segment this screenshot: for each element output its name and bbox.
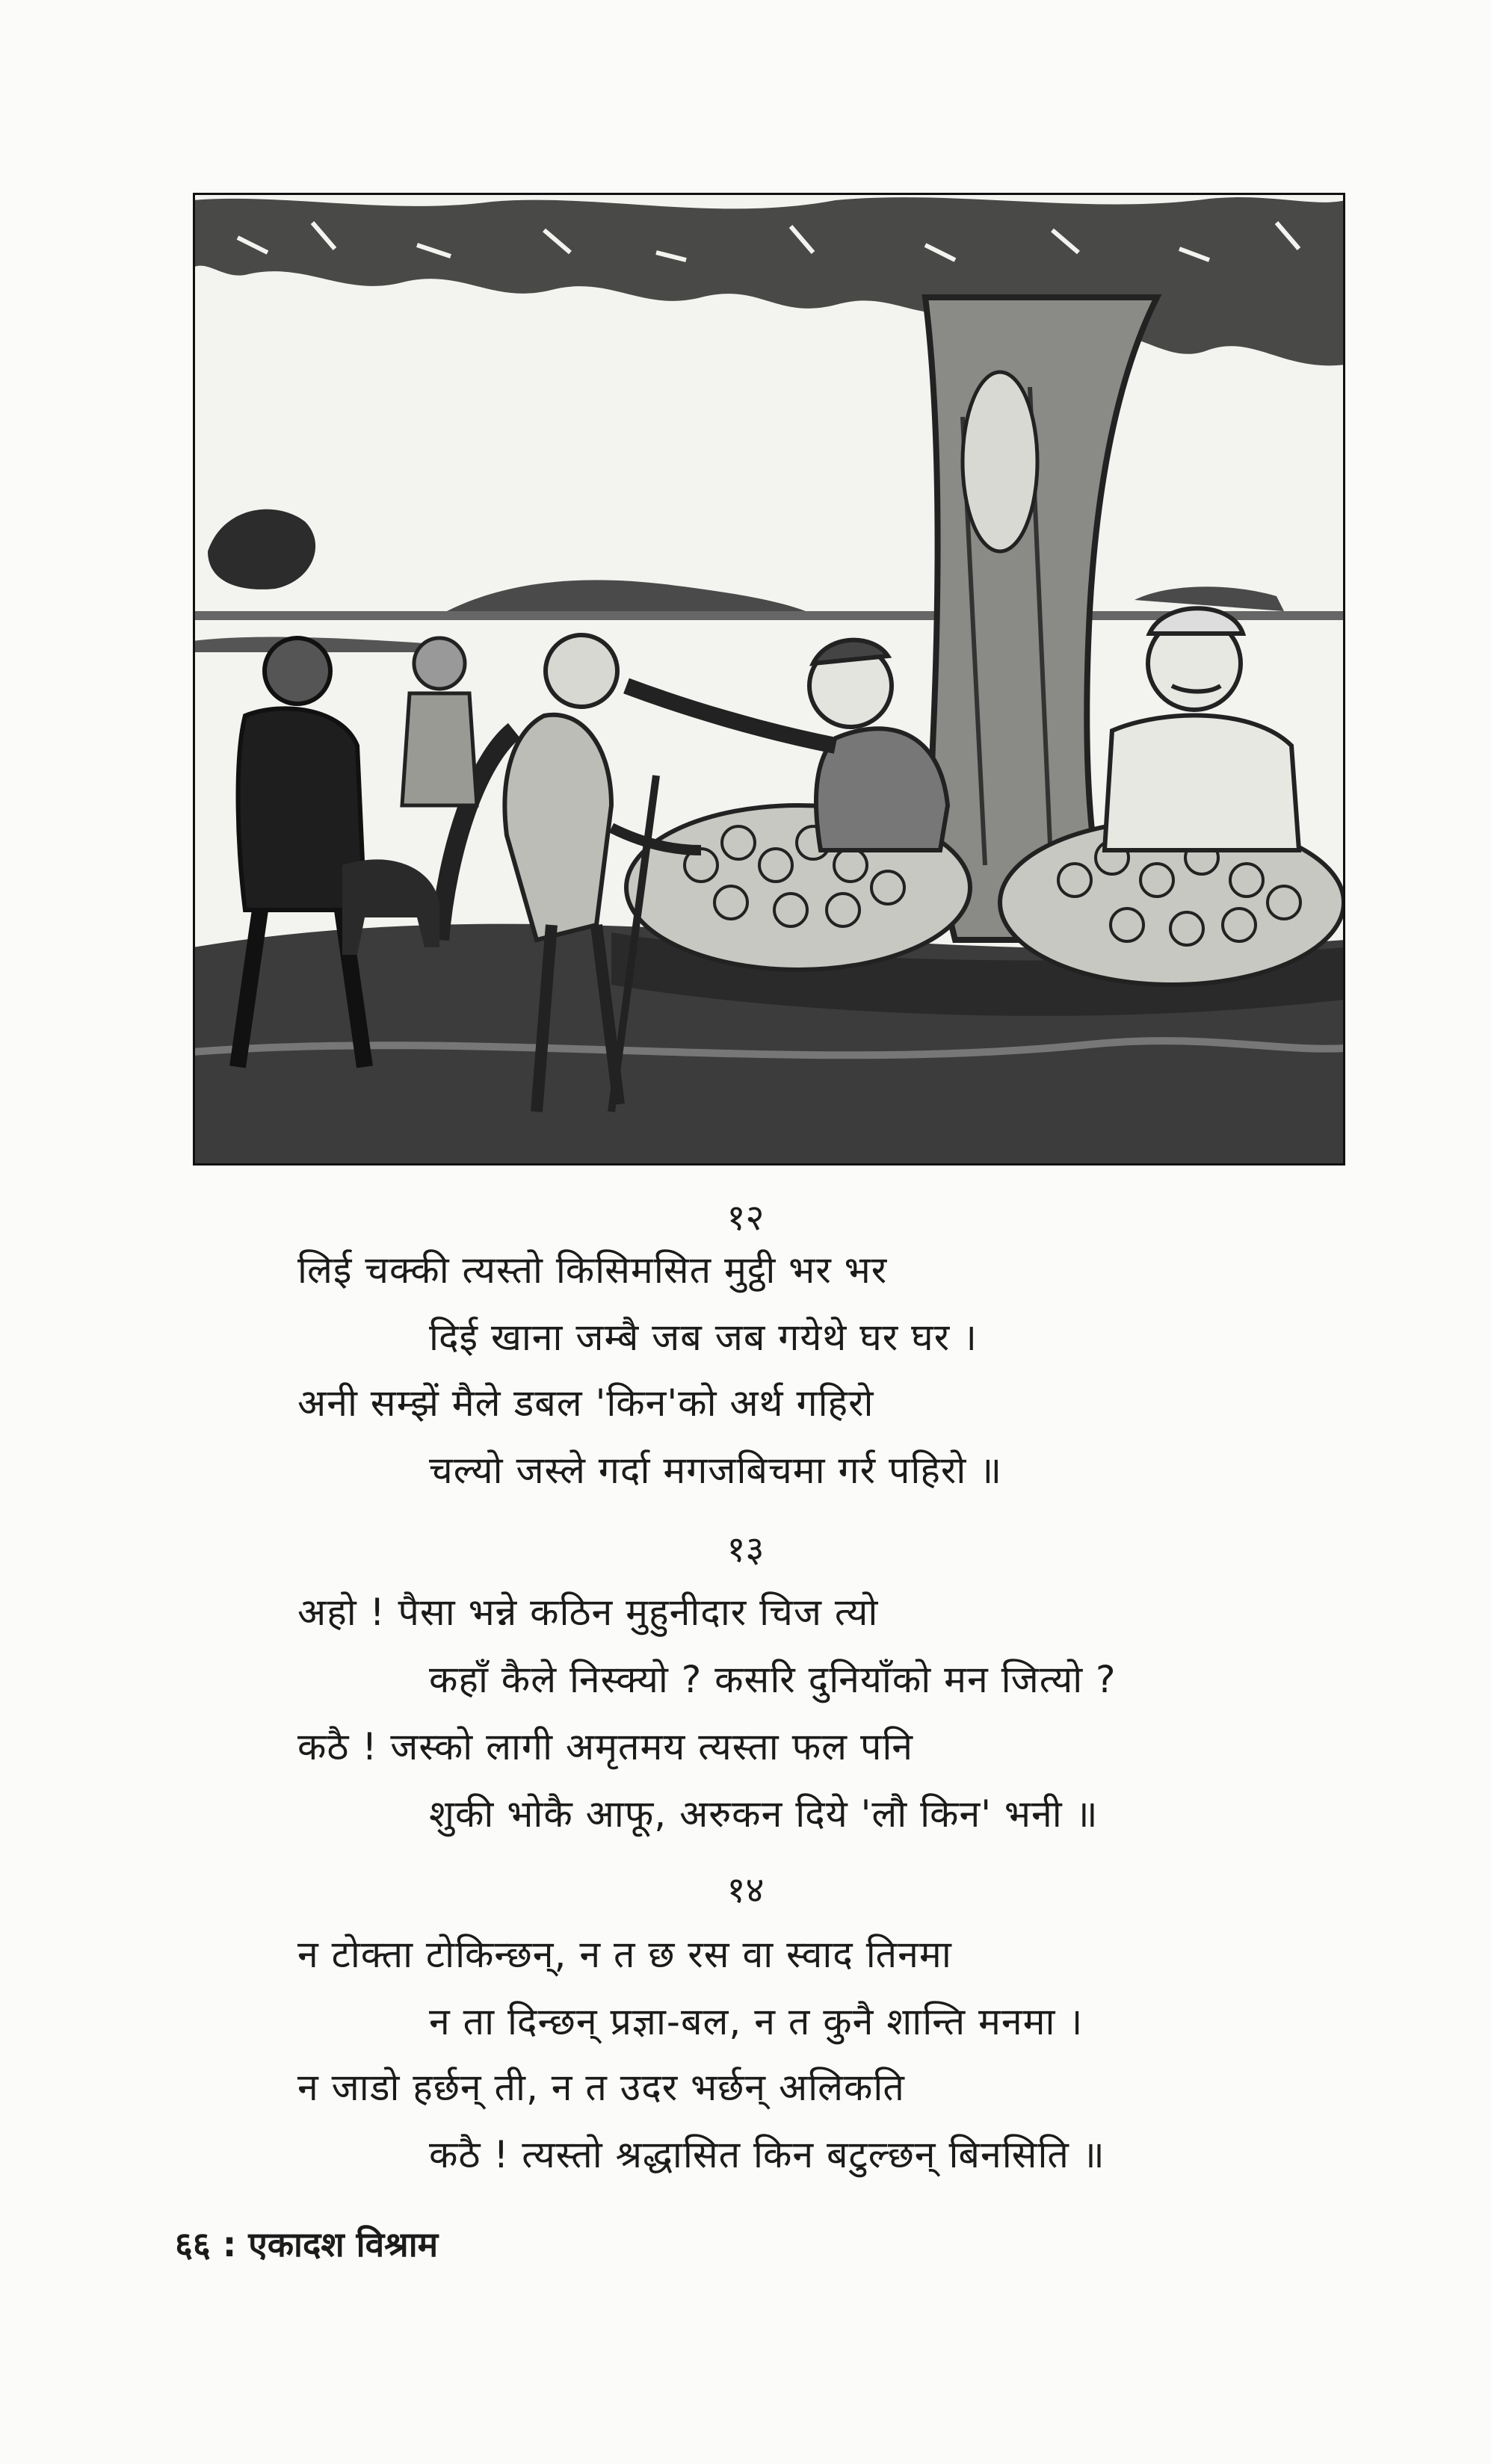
stanza-number: १४ xyxy=(726,1869,765,1911)
verse-line: अहो ! पैसा भन्ने कठिन मुहुनीदार चिज त्यो xyxy=(297,1591,879,1634)
illustration-svg xyxy=(193,193,1345,1166)
verse-line: दिई खाना जम्बै जब जब गयेथे घर घर । xyxy=(429,1316,978,1359)
verse-line: शुकी भोकै आफू, अरुकन दिये 'लौ किन' भनी ॥ xyxy=(429,1792,1099,1836)
verse-line: न ता दिन्छन् प्रज्ञा-बल, न त कुनै शान्ति मनमा । xyxy=(429,2000,1084,2043)
verse-line: कठै ! जस्को लागी अमृतमय त्यस्ता फल पनि xyxy=(297,1725,914,1768)
verse-line: कठै ! त्यस्तो श्रद्धासित किन बटुल्छन् बिनसिति ॥ xyxy=(429,2133,1105,2176)
stanza-number: १२ xyxy=(726,1197,765,1239)
page-footer: ६६ : एकादश विश्राम xyxy=(175,2224,439,2265)
verse-line: न टोक्ता टोकिन्छन्, न त छ रस वा स्वाद तिनमा xyxy=(297,1933,952,1976)
verse-line: अनी सम्झें मैले डबल 'किन'को अर्थ गहिरो xyxy=(297,1381,874,1425)
stanza-number: १३ xyxy=(726,1529,765,1570)
background-man xyxy=(402,638,477,805)
verse-line: लिई चक्की त्यस्तो किसिमसित मुट्ठी भर भर xyxy=(297,1248,888,1292)
verse-line: न जाडो हर्छन् ती, न त उदर भर्छन् अलिकति xyxy=(297,2066,905,2109)
verse-line: कहाँ कैले निस्क्यो ? कसरि दुनियाँको मन जित्यो ? xyxy=(429,1658,1117,1701)
verse-line: चल्यो जस्ले गर्दा मगजबिचमा गर्र पहिरो ॥ xyxy=(429,1449,1003,1492)
fruit-market-illustration xyxy=(193,193,1345,1166)
